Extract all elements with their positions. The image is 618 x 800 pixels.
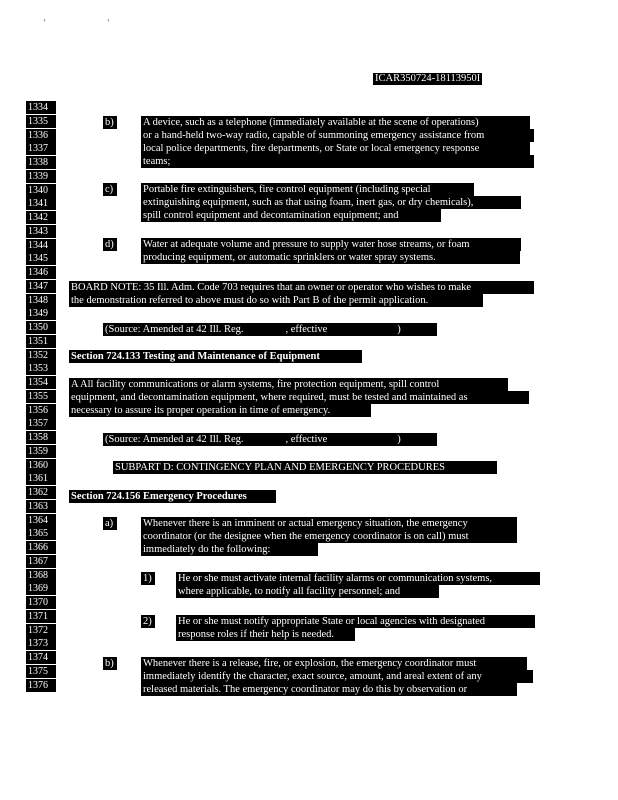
line-number: 1370 xyxy=(26,596,56,609)
item-d-marker: d) xyxy=(103,238,117,251)
line-number: 1376 xyxy=(26,679,56,692)
line-number: 1372 xyxy=(26,624,56,637)
line-number: 1340 xyxy=(26,184,56,197)
line-number: 1337 xyxy=(26,142,56,155)
section-156-a2-marker: 2) xyxy=(141,615,155,628)
line-number: 1375 xyxy=(26,665,56,678)
section-156-a-line-3: immediately do the following: xyxy=(141,543,318,556)
line-number: 1334 xyxy=(26,101,56,114)
section-156-a1-line-1: He or she must activate internal facility alarms or communication systems, xyxy=(176,572,540,585)
section-156-b-line-3: released materials. The emergency coordinator may do this by observation or xyxy=(141,683,517,696)
line-number: 1349 xyxy=(26,307,56,320)
line-number: 1350 xyxy=(26,321,56,334)
line-number: 1369 xyxy=(26,582,56,595)
section-724-156-heading: Section 724.156 Emergency Procedures xyxy=(69,490,276,503)
line-number: 1361 xyxy=(26,472,56,485)
line-number: 1345 xyxy=(26,252,56,265)
section-156-b-marker: b) xyxy=(103,657,117,670)
item-b-marker: b) xyxy=(103,116,117,129)
line-number: 1374 xyxy=(26,651,56,664)
line-number: 1358 xyxy=(26,431,56,444)
section-156-a2-line-1: He or she must notify appropriate State or local agencies with designated xyxy=(176,615,535,628)
line-number: 1371 xyxy=(26,610,56,623)
line-number: 1344 xyxy=(26,239,56,252)
line-number: 1342 xyxy=(26,211,56,224)
item-d-line-2: producing equipment, or automatic sprinklers or water spray systems. xyxy=(141,251,520,264)
line-number: 1353 xyxy=(26,362,56,375)
line-number: 1341 xyxy=(26,197,56,210)
section-156-a1-marker: 1) xyxy=(141,572,155,585)
section-156-b-line-2: immediately identify the character, exact source, amount, and areal extent of any xyxy=(141,670,533,683)
line-number: 1355 xyxy=(26,390,56,403)
item-c-line-1: Portable fire extinguishers, fire control equipment (including special xyxy=(141,183,474,196)
item-b-line-2: or a hand-held two-way radio, capable of summoning emergency assistance from xyxy=(141,129,534,142)
item-b-line-4: teams; xyxy=(141,155,534,168)
line-number: 1335 xyxy=(26,115,56,128)
board-note-line-2: the demonstration referred to above must do so with Part B of the permit application. xyxy=(69,294,483,307)
section-156-b-line-1: Whenever there is a release, fire, or explosion, the emergency coordinator must xyxy=(141,657,527,670)
item-b-line-3: local police departments, fire departments, or State or local emergency response xyxy=(141,142,530,155)
line-number: 1336 xyxy=(26,129,56,142)
line-number: 1366 xyxy=(26,541,56,554)
section-156-a2-line-2: response roles if their help is needed. xyxy=(176,628,355,641)
line-number: 1373 xyxy=(26,637,56,650)
item-b-line-1: A device, such as a telephone (immediately available at the scene of operations) xyxy=(141,116,530,129)
line-number: 1362 xyxy=(26,486,56,499)
line-number: 1367 xyxy=(26,555,56,568)
document-id: ICAR350724-18113950I xyxy=(375,73,481,84)
line-number: 1365 xyxy=(26,527,56,540)
item-c-marker: c) xyxy=(103,183,117,196)
line-number: 1348 xyxy=(26,294,56,307)
line-number: 1338 xyxy=(26,156,56,169)
line-number: 1346 xyxy=(26,266,56,279)
line-number: 1359 xyxy=(26,445,56,458)
section-724-133-heading: Section 724.133 Testing and Maintenance of Equipment xyxy=(69,350,362,363)
line-number: 1363 xyxy=(26,500,56,513)
section-156-a-marker: a) xyxy=(103,517,117,530)
line-number: 1347 xyxy=(26,280,56,293)
section-724-133-line-2: equipment, and decontamination equipment, where required, must be tested and maintained as xyxy=(69,391,529,404)
scan-marks: ' ' xyxy=(44,18,139,27)
board-note-line-1: BOARD NOTE: 35 Ill. Adm. Code 703 requires that an owner or operator who wishes to make xyxy=(69,281,534,294)
section-724-133-line-1: A All facility communications or alarm systems, fire protection equipment, spill control xyxy=(69,378,508,391)
item-c-line-2: extinguishing equipment, such as that using foam, inert gas, or dry chemicals), xyxy=(141,196,521,209)
line-number: 1364 xyxy=(26,514,56,527)
line-number: 1343 xyxy=(26,225,56,238)
line-number: 1360 xyxy=(26,459,56,472)
subpart-d-heading: SUBPART D: CONTINGENCY PLAN AND EMERGENCY PROCEDURES xyxy=(113,461,497,474)
item-d-line-1: Water at adequate volume and pressure to supply water hose streams, or foam xyxy=(141,238,521,251)
line-number: 1368 xyxy=(26,569,56,582)
section-724-133-line-3: necessary to assure its proper operation in time of emergency. xyxy=(69,404,371,417)
line-number: 1356 xyxy=(26,404,56,417)
item-c-line-3: spill control equipment and decontamination equipment; and xyxy=(141,209,441,222)
section-156-a1-line-2: where applicable, to notify all facility personnel; and xyxy=(176,585,439,598)
section-156-a-line-2: coordinator (or the designee when the emergency coordinator is on call) must xyxy=(141,530,517,543)
line-number: 1352 xyxy=(26,349,56,362)
source-note-1: (Source: Amended at 42 Ill. Reg. , effective ) xyxy=(103,323,437,336)
line-number: 1339 xyxy=(26,170,56,183)
line-number: 1357 xyxy=(26,417,56,430)
line-number: 1351 xyxy=(26,335,56,348)
source-note-2: (Source: Amended at 42 Ill. Reg. , effective ) xyxy=(103,433,437,446)
section-156-a-line-1: Whenever there is an imminent or actual emergency situation, the emergency xyxy=(141,517,517,530)
line-number: 1354 xyxy=(26,376,56,389)
